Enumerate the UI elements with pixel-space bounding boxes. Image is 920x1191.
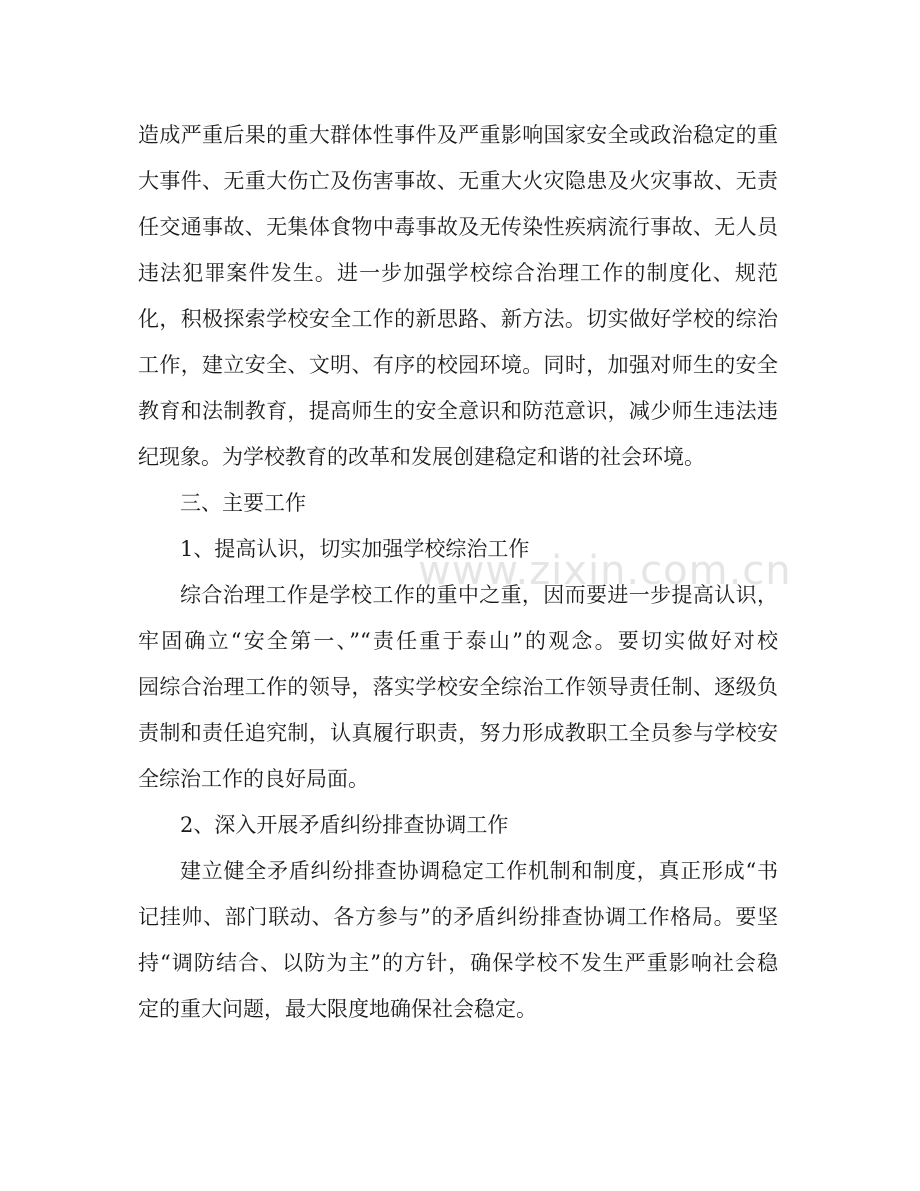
paragraph-line: 纪现象。为学校教育的改革和发展创建稳定和谐的社会环境。 [138, 445, 705, 469]
paragraph-line: 违法犯罪案件发生。进一步加强学校综合治理工作的制度化、规范 [138, 261, 778, 285]
section-heading: 三、主要工作 [180, 491, 306, 515]
paragraph-line: 化，积极探索学校安全工作的新思路、新方法。切实做好学校的综治 [138, 307, 778, 331]
watermark: www.zixin.com.cn [418, 548, 792, 594]
paragraph-line: 工作，建立安全、文明、有序的校园环境。同时，加强对师生的安全 [138, 353, 778, 377]
paragraph-line: 造成严重后果的重大群体性事件及严重影响国家安全或政治稳定的重 [138, 123, 778, 147]
paragraph-line: 定的重大问题，最大限度地确保社会稳定。 [138, 997, 537, 1021]
paragraph-line: 记挂帅、部门联动、各方参与”的矛盾纠纷排查协调工作格局。要坚 [138, 905, 778, 929]
paragraph-line: 综合治理工作是学校工作的重中之重，因而要进一步提高认识， [180, 583, 778, 607]
paragraph-line: 责制和责任追究制，认真履行职责，努力形成教职工全员参与学校安 [138, 721, 778, 745]
paragraph-line: 大事件、无重大伤亡及伤害事故、无重大火灾隐患及火灾事故、无责 [138, 169, 778, 193]
paragraph-line: 建立健全矛盾纠纷排查协调稳定工作机制和制度，真正形成“书 [180, 859, 778, 883]
paragraph-line: 持“调防结合、以防为主”的方针，确保学校不发生严重影响社会稳 [138, 951, 778, 975]
paragraph-line: 全综治工作的良好局面。 [138, 767, 369, 791]
document-body [138, 112, 778, 1032]
paragraph-line: 牢固确立“安全第一、”“责任重于泰山”的观念。要切实做好对校 [138, 629, 778, 653]
subsection-heading: 1、提高认识，切实加强学校综治工作 [180, 537, 530, 561]
paragraph-line: 教育和法制教育，提高师生的安全意识和防范意识，减少师生违法违 [138, 399, 778, 423]
paragraph-line: 任交通事故、无集体食物中毒事故及无传染性疾病流行事故、无人员 [138, 215, 778, 239]
paragraph-line: 园综合治理工作的领导，落实学校安全综治工作领导责任制、逐级负 [138, 675, 778, 699]
subsection-heading: 2、深入开展矛盾纠纷排查协调工作 [180, 813, 509, 837]
